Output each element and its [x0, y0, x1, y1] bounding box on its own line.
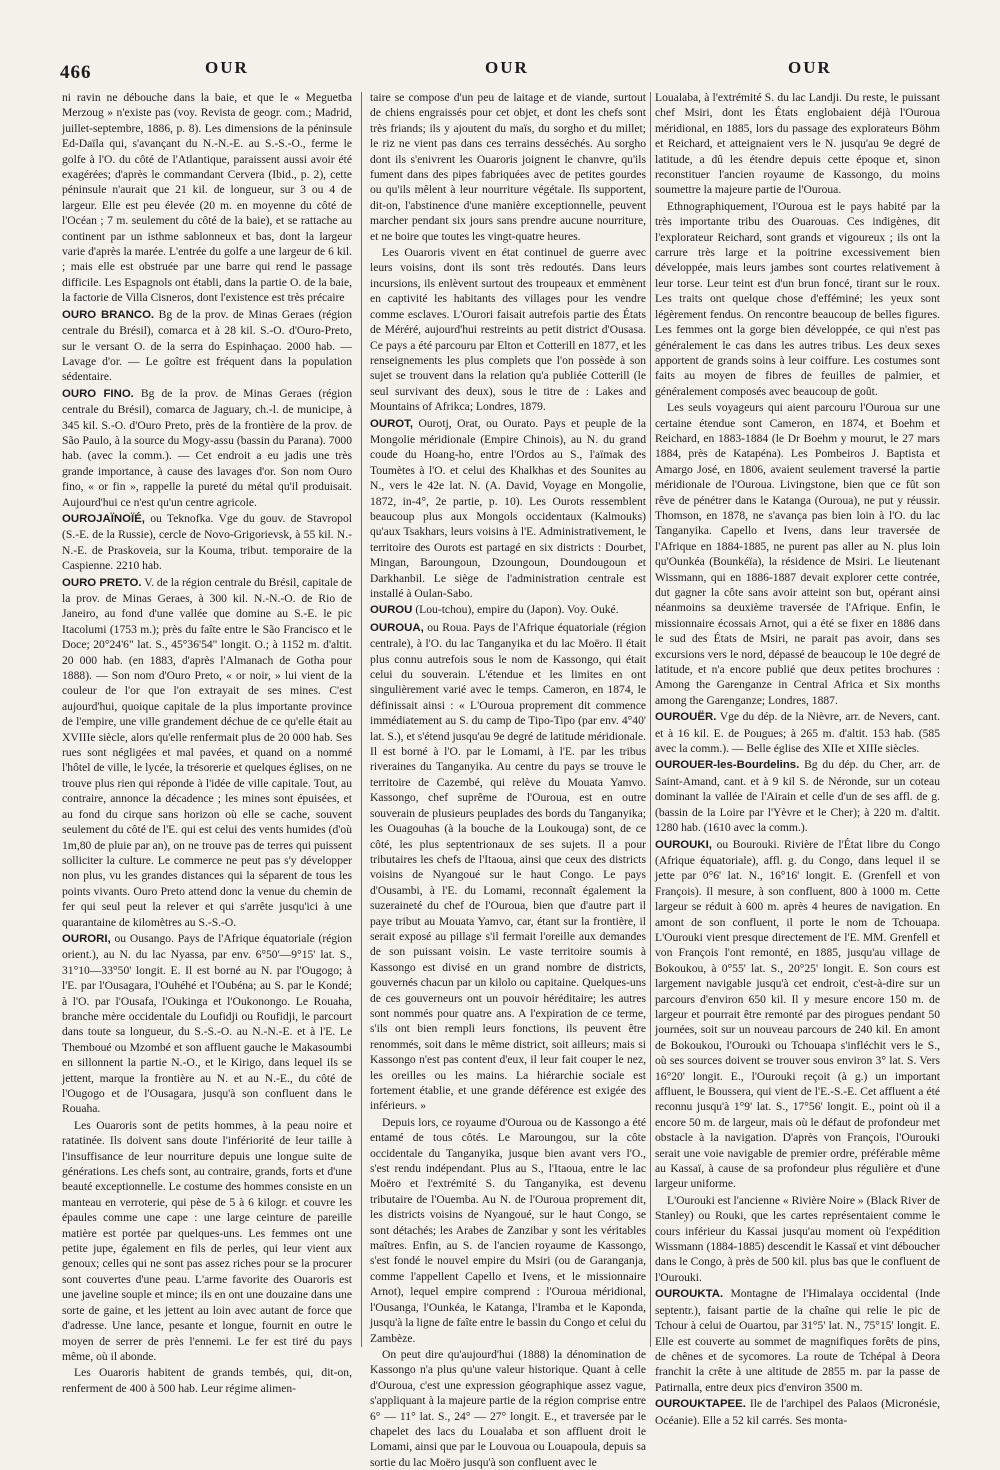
entry-text: Bg du dép. du Cher, arr. de Saint-Amand, cant. et à 9 kil S. de Néronde, sur un coteau dominant la vallée de l'Airain et celle d'un de ses affl. de g. (bassin de la Loire par l'Yèvre et le Cher); à 220 m. d'altit. 1280 hab. (1610 avec la comm.).	[655, 758, 940, 835]
paragraph: Les Ouaroris vivent en état continuel de guerre avec leurs voisins, dont ils sont très redoutés. Dans leurs incursions, ils enlèvent surtout des troupeaux et emmènent en captivité les habitants des villages pour les vendre comme esclaves. L'Ourori faisait autrefois partie des États de Méréré, aujourd'hui restreints au petit district d'Ousasa. Ce pays a été parcouru par Elton et Cotterill en 1877, et les renseignements les plus complets que l'on possède à son sujet se trouvent dans la relation qu'a publiée Cotterill (le seul survivant des deux), sous le titre de : Lakes and Mountains of Afrikca; Londres, 1879.	[370, 246, 646, 414]
entry-text: Bg de la prov. de Minas Geraes (région centrale du Brésil), comarca et à 28 kil. S.-O. d'Ouro-Preto, sur le versant O. de la serra do Espinhaçao. 2000 hab. — Lavage d'or. — Le goître est fréquent dans la population sédentaire.	[62, 307, 352, 384]
headword: OUROUKTA.	[655, 1288, 724, 1301]
entry-text: Vge du dép. de la Nièvre, arr. de Nevers, cant. et à 16 kil. E. de Pougues; à 265 m. d'altit. 153 hab. (585 avec la comm.). — Belle église des XIIe et XIIIe siècles.	[655, 710, 940, 756]
entry-text: Bg de la prov. de Minas Geraes (région centrale du Brésil), comarca de Jaguary, ch.-l. de municipe, à 345 kil. S.-O. d'Ouro Preto, près de la frontière de la prov. de São Paulo, à la source du Mogy-assu (bassin du Parana). 7000 hab. (avec la comm.). — Cet endroit a eu jadis une très grande importance, à cause des lavages d'or. Son nom Ouro fino, « or fin », rappelle la pureté du métal qu'il produisait. Aujourd'hui ce n'est qu'un centre agricole.	[62, 386, 352, 509]
headword: OUROUKI,	[655, 838, 712, 851]
entry-text: ou Roua. Pays de l'Afrique équatoriale (région centrale), à l'O. du lac Tanganyika et du lac Moëro. Il était plus connu autrefois sous le nom de Kassongo, qui était celui du souverain. L'étendue et les limites en ont singulièrement varié avec le temps. Cameron, en 1874, le définissait ainsi : « L'Ouroua proprement dit commence immédiatement au S. du camp de Tipo-Tipo (par env. 4°40' lat. S.), et s'étend jusqu'au 9e degré de latitude méridionale. Il est borné à l'O. par le Lomami, à l'E. par les tribus riveraines du Tanganyika. Au centre du pays se trouve le territoire de Cazembé, qui relève du Mouata Yamvo. Kassongo, chef suprême de l'Ouroua, est en outre souverain de plusieurs peuplades des bords du Tanganyika; les Ouagouhas (à la bouche de la Loukouga) sont, de ce côté, les plus septentrionaux de ses sujets. Il a pour tributaires les chefs de l'Itaoua, ainsi que ceux des districts voisins de Nyangoué sur le haut Congo. Le pays d'Ousambi, à l'E. du Lomami, reconnaît également la suzeraineté du chef de l'Ouroua, bien que d'autre part il paye tribut au Mouata Yamvo, car, étant sur la frontière, il serait exposé au pillage s'il fermait l'oreille aux demandes de son puissant voisin. Le vaste territoire soumis à Kassongo est divisé en un grand nombre de districts, gouvernés chacun par un kilolo ou capitaine. Quelques-uns de ces gouverneurs ont un pouvoir héréditaire; les autres sont nommés pour quatre ans. A l'expiration de ce terme, s'ils ont bien rempli leurs fonctions, ils peuvent être renommés, soit dans le même district, soit ailleurs; mais si Kassongo n'est pas content d'eux, il leur fait couper le nez, les oreilles ou les mains. La hiérarchie sociale est fortement établie, et une grande déférence est exigée des inférieurs. »	[370, 620, 646, 1113]
running-head-center: OUR	[485, 58, 529, 77]
column-1	[62, 90, 352, 1395]
headword: OURO PRETO.	[62, 576, 142, 589]
headword: OURORI,	[62, 932, 111, 945]
paragraph: Ethnographiquement, l'Ouroua est le pays habité par la très importante tribu des Ouarouas. Ces indigènes, dit l'explorateur Reichard, sont grands et vigoureux ; ils ont la carrure très large et la poitrine excessivement bien développée, mais leurs jambes sont courtes relativement à leur torse. Leur teint est d'un brun foncé, tirant sur le roux. Les traits ont quelque chose d'efféminé; les yeux sont légèrement fendus. On rencontre beaucoup de belles figures. Les femmes ont la gorge bien développée, ce qui n'est pas généralement le cas dans les autres tribus. Les deux sexes apportent de grands soins à leur coiffure. Les costumes sont faits au moyen de fibres de feuilles de palmier, et généralement composés avec beaucoup de goût.	[655, 199, 940, 398]
entry-text: Ourotj, Orat, ou Ourato. Pays et peuple de la Mongolie méridionale (Empire Chinois), au N. du grand coude du Hoang-ho, entre l'Ordos au S., l'aïmak des Toumètes à l'O. et celui des Khalkhas et des Sounites au N., vers le 42e lat. N. (A. David, Voyage en Mongolie, 1872, in-4°, 2e partie, p. 10). Les Ourots ressemblent beaucoup plus aux Mongols occidentaux (Kalmouks) qu'aux Tsakhars, leurs voisins à l'E. Administrativement, le territoire des Ourots est partagé en six districts : Dourbet, Mingan, Baroungoun, Dzoungoun, Doundougoun et Darkhanbil. Le siège de l'administration centrale est installé à Oulan-Sabo.	[370, 416, 646, 600]
entry-ouroukta	[655, 1286, 940, 1395]
continued-paragraph: Loualaba, à l'extrémité S. du lac Landji. Du reste, le puissant chef Msiri, dont les États englobaient déjà l'Ouroua méridional, en 1885, lors du passage des explorateurs Böhm et Reichard, et atteignaient vers le N. jusqu'au 9e degré de latitude, a dû les étendre depuis cette époque et, sinon reconstituer l'ancien royaume de Kassongo, du moins soumettre la majeure partie de l'Ouroua.	[655, 91, 940, 197]
headword: OURO FINO.	[62, 387, 134, 400]
paragraph: Depuis lors, ce royaume d'Ouroua ou de Kassongo a été entamé de tous côtés. Le Maroungou, sur la côte occidentale du Tanganyika, jusque bien avant vers l'O., s'est rendu indépendant. Plus au S., l'Itaoua, entre le lac Moëro et l'extrémité S. du Tanganyika, est devenu tributaire de l'Ouemba. Au N. de l'Ouroua proprement dit, les districts voisins de Nyangoué, sur le haut Congo, se sont détachés; les Arabes de Zanzibar y sont les véritables maîtres. Enfin, au S. de l'ancien royaume de Kassongo, s'est fondé le nouvel empire du Msiri (ou de Garanganja, comme l'appellent Capello et Ivens, et le missionnaire Arnot), lequel empire comprend : l'Ouroua méridional, l'Ousanga, l'Ounkéa, le Katanga, l'Iramba et le Kaponda, jusqu'à la ligne de faîte entre le bassin du Congo et celui du Zambèze.	[370, 1115, 646, 1345]
paragraph: Les Ouaroris habitent de grands tembés, qui, dit-on, renferment de 400 à 500 hab. Leur régime alimen-	[62, 1366, 352, 1395]
entry-text: ou Bourouki. Rivière de l'État libre du Congo (Afrique équatoriale), affl. g. du Congo, dans lequel il se jette par 0°6' lat. N., 16°16' longit. E. (Grenfell et von François). Il mesure, à son confluent, 800 à 1000 m. Cette largeur se réduit à 600 m. après 4 heures de navigation. En amont de son confluent, il porte le nom de Tchouapa. L'Ourouki vient presque directement de l'E. MM. Grenfell et von François l'ont remonté, en 1885, jusqu'au village de Bokoukou, à 0°55' lat. S., 20°25' longit. E. Son cours est largement navigable jusqu'à cet endroit, c'est-à-dire sur un parcours d'environ 650 kil. Il y mesure encore 150 m. de largeur et pourrait être remonté par des pirogues pendant 50 journées, soit sur un nouveau parcours de 240 kil. En amont de Bokoukou, l'Ourouki ou Tchouapa s'infléchit vers le S., où ses sources doivent se trouver sous environ 3° lat. S. Vers 16°20' longit. E., l'Ourouki reçoit (à g.) un important affluent, le Boussera, qui vient de l'E.-S.-E. Cet affluent a été reconnu jusqu'à 1°9' lat. S., 17°56' longit. E., point où il a encore 50 m. de largeur, mais où le défaut de profondeur met obstacle à la navigation. D'après von François, l'Ourouki serait une voie navigable de premier ordre, préférable même au Kassaï, à cause de sa profondeur plus régulière et d'une largeur uniforme.	[655, 837, 940, 1191]
paragraph: Les seuls voyageurs qui aient parcouru l'Ouroua sur une certaine étendue sont Cameron, en 1874, et Boehm et Reichard, en 1883-1884 (le Dr Boehm y mourut, le 27 mars 1884, près de Katapéna). Les Pombeiros J. Baptista et Amargo José, en 1806, avaient seulement traversé la partie méridionale de l'Ouroua. Livingstone, bien que ce fût son rêve de pénétrer dans le Katanga (Ouroua), ne put y réussir. Thomson, en 1878, ne s'avança pas bien loin à l'O. du lac Tanganyika. Capello et Ivens, dans leur traversée de l'Afrique en 1884-1885, ne purent pas aller au N. plus loin qu'Ounkéa (Bounkéïa), la résidence de Msiri. Le lieutenant Wissmann, qui en 1886-1887 devait explorer cette contrée, dut gagner la côte sans avoir atteint son but, opérant ainsi néanmoins sa deuxième traversée de l'Afrique. Enfin, le missionnaire écossais Arnot, qui a été se fixer en 1886 dans le sud des États de Msiri, ne parait pas avoir, dans ses excursions vers le nord, dépassé de beaucoup le 10e degré de latitude, et n'a encore publié que deux petites brochures : Among the Garenganze in Central Africa et Six months among the Garenganze; Londres, 1887.	[655, 401, 940, 707]
entry-ourou	[370, 602, 646, 618]
headword: OUROUER-les-Bourdelins.	[655, 759, 800, 772]
entry-ourot	[370, 416, 646, 602]
headword: OURO BRANCO.	[62, 308, 155, 321]
entry-text: V. de la région centrale du Brésil, capitale de la prov. de Minas Geraes, à 300 kil. N.-N.-O. de Rio de Janeiro, au fond d'une vallée que domine au S.-E. le pic Itacolumi (1753 m.); près du faîte entre le São Francisco et le Doce; 20°24'6" lat. S., 45°36'54" longit. O.; à 1152 m. d'altit. 20 000 hab. (en 1883, d'après l'Almanach de Gotha pour 1888). — Son nom d'Ouro Preto, « or noir, » lui vient de la couleur de l'or que l'on extrayait de ses mines. C'est aujourd'hui, quoique capitale de la plus importante province de l'empire, une ville grandement déchue de ce qu'elle était au XVIIIe siècle, alors qu'elle renfermait plus de 20 000 hab. Ses rues sont négligées et mal pavées, et quand on a nommé l'hôtel de ville, le lycée, la trésorerie et quelques églises, on ne trouve plus rien qui réponde à l'idée de ville capitale. Tout, au contraire, annonce la décadence ; les mines sont épuisées, et au fond du cirque sans horizon où elle se cache, souvent seulement du côté de l'E. qui est celui des vents humides (d'où 1m,80 de pluie par an), on ne trouve pas de terres qui puissent solliciter la culture. Le commerce ne peut pas s'y développer non plus, vu les grandes distances qui la séparent de tous les points vivants. Ouro Preto attend donc la venue du chemin de fer qui seul peut la relever et qui s'arrête jusqu'ici à une quarantaine de kilomètres au S.-S.-O.	[62, 575, 352, 929]
column-3	[655, 90, 941, 1427]
headword: OUROUKTAPEE.	[655, 1398, 746, 1411]
headword: OUROT,	[370, 417, 414, 430]
continued-paragraph: taire se compose d'un peu de laitage et de viande, surtout de chiens engraissés pour cet objet, et dont les chefs sont très friands; ils y ajoutent du maïs, du sorgho et du millet; le riz ne vient pas dans ces terrains desséchés. Au sorgho dont ils s'enivrent les Ouaroris joignent le chanvre, qu'ils fument dans des pipes fabriquées avec de petites gourdes ou qu'ils mêlent à leur nourriture végétale. Ils supportent, dit-on, l'abstinence d'une manière exceptionnelle, peuvent marcher pendant six jours sans prendre aucune nourriture, et ne boire que toutes les vingt-quatre heures.	[370, 91, 646, 243]
paragraph: Les Ouaroris sont de petits hommes, à la peau noire et ratatinée. Ils doivent sans doute l'infériorité de leur taille à l'insuffisance de leur nourriture depuis une longue suite de générations. Les chefs sont, au contraire, grands, forts et d'une beauté exceptionnelle. Le costume des hommes consiste en un manteau en verroterie, qui pèse de 5 à 6 kilogr. et couvre les épaules comme une cape : une large ceinture de pareille matière est portée par quelques-uns. Les femmes ont une petite jupe, également en fils de perles, qui leur vient aux genoux; celles qui ne sont pas assez riches pour se la procurer sont couvertes d'une peau. L'arme favorite des Ouaroris est une javeline souple et mince; ils en ont une douzaine dans une sorte de gaine, et les jettent au loin avec autant de force que d'adresse. Une lance, pesante et longue, fournit en outre le moyen de serrer de près l'ennemi. Le fer est tiré du pays même, où il abonde.	[62, 1118, 352, 1363]
entry-text: ou Teknofka. Vge du gouv. de Stavropol (S.-E. de la Russie), cercle de Novo-Grigorievsk, à 55 kil. N.-N.-E. de Praskoveia, sur la Kouma, tribut. temporaire de la Caspienne. 2210 hab.	[62, 511, 352, 573]
entry-ouro-preto	[62, 575, 352, 930]
paragraph: L'Ourouki est l'ancienne « Rivière Noire » (Black River de Stanley) ou Rouki, que les cartes représentaient comme le cours inférieur du Kassai jusqu'au moment où l'expédition Wissmann (1884-1885) descendit le Kassaï et vint déboucher dans le Congo, à près de 500 kil. plus bas que le confluent de l'Ourouki.	[655, 1193, 941, 1284]
column-divider-1	[361, 92, 362, 1347]
entry-ourori	[62, 931, 352, 1117]
entry-ourouki	[655, 837, 940, 1192]
headword: OUROJAÏNOÏÉ,	[62, 512, 145, 525]
entry-text: Montagne de l'Himalaya occidental (Inde septentr.), faisant partie de la chaîne qui relie le pic de Tchour à celui de Ouartou, par 31°5' lat. N., 75°15' longit. E. Elle est couverte au sommet de magnifiques forêts de pins, de chênes et de sycomores. La route de Tchépal à Deora franchit la crête à une altitude de 2855 m. par la passe de Patirnalla, entre deux pics d'environ 3500 m.	[655, 1287, 940, 1394]
entry-ouroua	[370, 620, 646, 1114]
entry-text: Ile de l'archipel des Palaos (Micronésie, Océanie). Elle a 52 kil carrés. Ses monta-	[655, 1397, 940, 1427]
entry-ouro-branco	[62, 307, 352, 385]
entry-ourouer-les-bourdelins	[655, 757, 940, 835]
entry-ouro-fino	[62, 386, 352, 510]
page-number: 466	[60, 62, 92, 83]
headword: OUROUËR.	[655, 711, 717, 724]
entry-text: (Lou-tchou), empire du (Japon). Voy. Ouké.	[415, 603, 619, 617]
headword: OUROUA,	[370, 621, 424, 634]
entry-ourouktapee	[655, 1396, 940, 1428]
entry-ourojainoie	[62, 511, 352, 574]
running-head-right: OUR	[788, 58, 832, 77]
continued-paragraph: ni ravin ne débouche dans la baie, et que le « Meguetba Merzoug » n'existe pas (voy. Revista de geogr. com.; Madrid, juillet-septembre, 1886, p. 8). Les dimensions de la péninsule Ed-Daïla qui, s'avançant du N.-N.-E. au S.-S.-O., ferme le golfe à l'O. du côté de l'Atlantique, paraissent aussi avoir été exagérées; d'après le commandant Cervera (Ibid., p. 2), cette péninsule n'aurait que 21 kil. de longueur, sur 3 ou 4 de largeur. Elle est peu élevée (20 m. en moyenne du côté de l'Océan ; 7 m. seulement du côté de la baie), et se rattache au continent par un isthme sablonneux et bas, dont la largeur varie d'après la marée. L'entrée du golfe a une largeur de 6 kil. ; mais elle est obstruée par une barre qui rend le passage difficile. Les Espagnols ont établi, dans la partie O. de la baie, la factorie de Villa Cisneros, dont l'existence est très précaire	[62, 91, 352, 305]
entry-text: ou Ousango. Pays de l'Afrique équatoriale (région orient.), au N. du lac Nyassa, par env. 6°50'—9°15' lat. S., 31°10—33°50' longit. E. Il est borné au N. par l'Ougogo; à l'E. par l'Ousagara, l'Ouhéhé et l'Oubéna; au S. par le Kondé; à l'O. par l'Ousafa, l'Oukinga et l'Oukonongo. Le Rouaha, branche mère occidentale du Loufidji ou Roufidji, le parcourt dans toute sa longueur, du S.-S.-O. au N.-N.-E. et à l'E. Le Themboué ou Mzombé et son affluent gauche le Makasoumbi en sillonnent la partie N.-O., et le Kirigo, dans lequel ils se jettent, marque la frontière au N. et au N.-E., du côté de l'Ougogo et de l'Ousagara, jusqu'à son confluent dans le Rouaha.	[62, 931, 352, 1116]
running-head-left: OUR	[205, 58, 249, 77]
entry-ourouer	[655, 709, 940, 756]
headword: OUROU	[370, 604, 413, 617]
column-2	[370, 90, 646, 1469]
paragraph: On peut dire qu'aujourd'hui (1888) la dénomination de Kassongo n'a plus qu'une valeur historique. Quant à celle d'Ouroua, c'est une expression géographique assez vague, s'appliquant à la majeure partie de la région comprise entre 6° — 11° lat. S., 24° — 27° longit. E., et traversée par le chapelet des lacs du Loualaba et son affluent droit le Lomami, ainsi que par le Louvoua ou Louapoula, depuis sa sortie du lac Moëro jusqu'à son confluent avec le	[370, 1347, 646, 1469]
column-divider-2	[650, 92, 651, 1347]
